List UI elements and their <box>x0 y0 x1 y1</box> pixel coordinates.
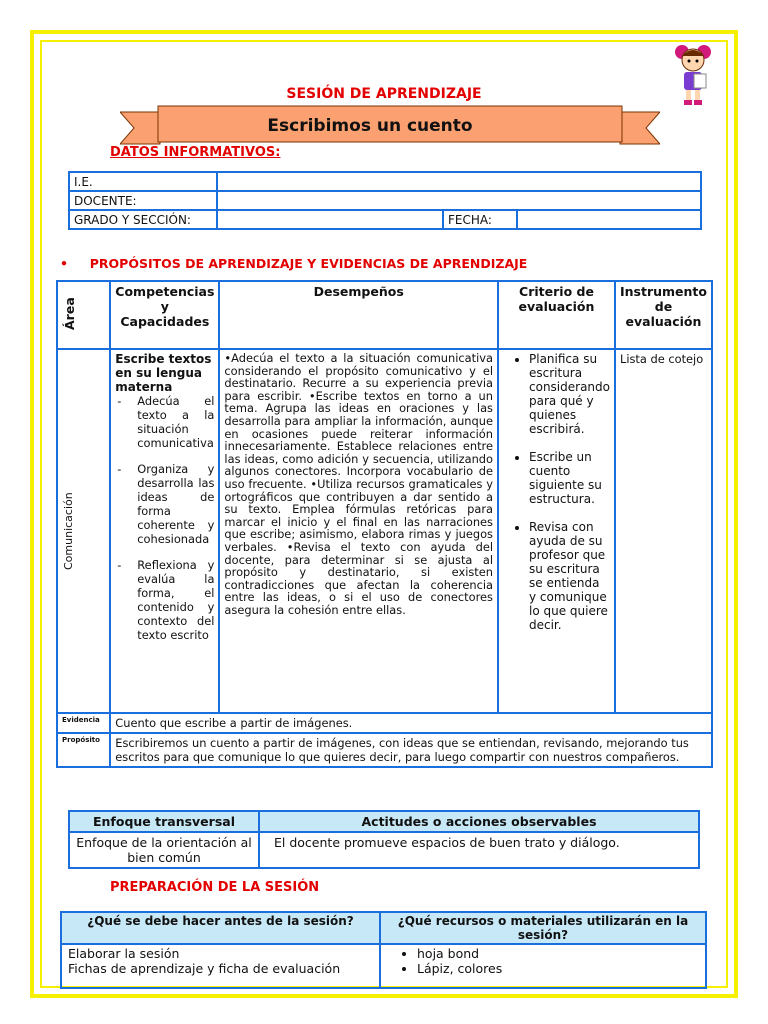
area-cell: Comunicación <box>57 349 110 713</box>
header-instrumento: Instrumento de evaluación <box>615 281 712 349</box>
propositos-label: PROPÓSITOS DE APRENDIZAJE Y EVIDENCIAS DE APRENDIZAJE <box>89 256 528 271</box>
antes-cell <box>61 944 380 988</box>
fecha-value <box>517 210 701 229</box>
competencia-title: Escribe textos en su lengua materna <box>115 352 212 394</box>
antes-item: Fichas de aprendizaje y ficha de evaluación <box>68 961 341 976</box>
propositos-heading: • PROPÓSITOS DE APRENDIZAJE Y EVIDENCIAS DE APRENDIZAJE <box>60 256 528 271</box>
header-desempenos: Desempeños <box>219 281 498 349</box>
antes-header: ¿Qué se debe hacer antes de la sesión? <box>61 912 380 944</box>
grado-label: GRADO Y SECCIÓN: <box>69 210 217 229</box>
evidencia-label: Evidencia <box>57 713 110 733</box>
grado-value <box>217 210 443 229</box>
header-area: Área <box>57 281 110 349</box>
competencias-cell <box>110 349 219 713</box>
propositos-table <box>56 280 713 768</box>
recursos-header: ¿Qué recursos o materiales utilizarán en la sesión? <box>380 912 706 944</box>
recursos-cell <box>380 944 706 988</box>
datos-table <box>68 171 702 230</box>
docente-value <box>217 191 701 210</box>
criterio-cell <box>498 349 615 713</box>
antes-item: Elaborar la sesión <box>68 946 180 961</box>
capacidad-item: - Adecúa el texto a la situación comunicativa <box>137 394 214 450</box>
instrumento-cell: Lista de cotejo <box>615 349 712 713</box>
evidencia-value: Cuento que escribe a partir de imágenes. <box>110 713 712 733</box>
preparacion-table <box>60 911 707 989</box>
enfoque-table <box>68 810 700 869</box>
banner-title: Escribimos un cuento <box>267 116 473 136</box>
criterio-item: • Escribe un cuento siguiente su estructura. <box>529 450 610 506</box>
enfoque-value: Enfoque de la orientación al bien común <box>69 832 259 868</box>
proposito-label: Propósito <box>57 733 110 767</box>
criterio-item: • Planifica su escritura considerando para qué y quienes escribirá. <box>529 352 610 436</box>
ie-value <box>217 172 701 191</box>
recurso-item: • Lápiz, colores <box>417 961 699 976</box>
docente-label: DOCENTE: <box>69 191 217 210</box>
ie-label: I.E. <box>69 172 217 191</box>
datos-informativos-label: DATOS INFORMATIVOS: <box>110 145 281 160</box>
enfoque-header: Enfoque transversal <box>69 811 259 832</box>
recurso-item: • hoja bond <box>417 946 699 961</box>
preparacion-label: PREPARACIÓN DE LA SESIÓN <box>110 880 320 895</box>
capacidad-item: - Reflexiona y evalúa la forma, el contenido y contexto del texto escrito <box>137 558 214 642</box>
actitud-value: El docente promueve espacios de buen trato y diálogo. <box>259 832 699 868</box>
proposito-value: Escribiremos un cuento a partir de imágenes, con ideas que se entiendan, revisando, mejorando tus escritos para que comunique lo que quieres decir, para luego compartir con nuestros compañeros. <box>110 733 712 767</box>
header-criterio: Criterio de evaluación <box>498 281 615 349</box>
actitudes-header: Actitudes o acciones observables <box>259 811 699 832</box>
capacidad-item: - Organiza y desarrolla las ideas de forma coherente y cohesionada <box>137 462 214 546</box>
session-title: SESIÓN DE APRENDIZAJE <box>286 86 482 102</box>
header-competencias: Competencias y Capacidades <box>110 281 219 349</box>
fecha-label: FECHA: <box>443 210 517 229</box>
criterio-item: • Revisa con ayuda de su profesor que su escritura se entienda y comunique lo que quiere decir. <box>529 520 610 632</box>
desempenos-cell: •Adecúa el texto a la situación comunicativa considerando el propósito comunicativo y el destinatario. Recurre a su experiencia previa para escribir. •Escribe textos en torno a un tema. Agrupa las ideas en oraciones y las desarrolla para ampliar la información, aunque en ocasiones puede reiterar información innecesariamente. Establece relaciones entre las ideas, como adición y secuencia, utilizando algunos conectores. Incorpora vocabulario de uso frecuente. •Utiliza recursos gramaticales y ortográficos que contribuyen a dar sentido a su texto. Emplea fórmulas retóricas para marcar el inicio y el final en las narraciones que escribe; asimismo, elabora rimas y juegos verbales. •Revisa el texto con ayuda del docente, para determinar si se ajusta al propósito y destinatario, si existen contradicciones que afectan la coherencia entre las ideas, o si el uso de conectores asegura la cohesión entre ellas. <box>219 349 498 713</box>
